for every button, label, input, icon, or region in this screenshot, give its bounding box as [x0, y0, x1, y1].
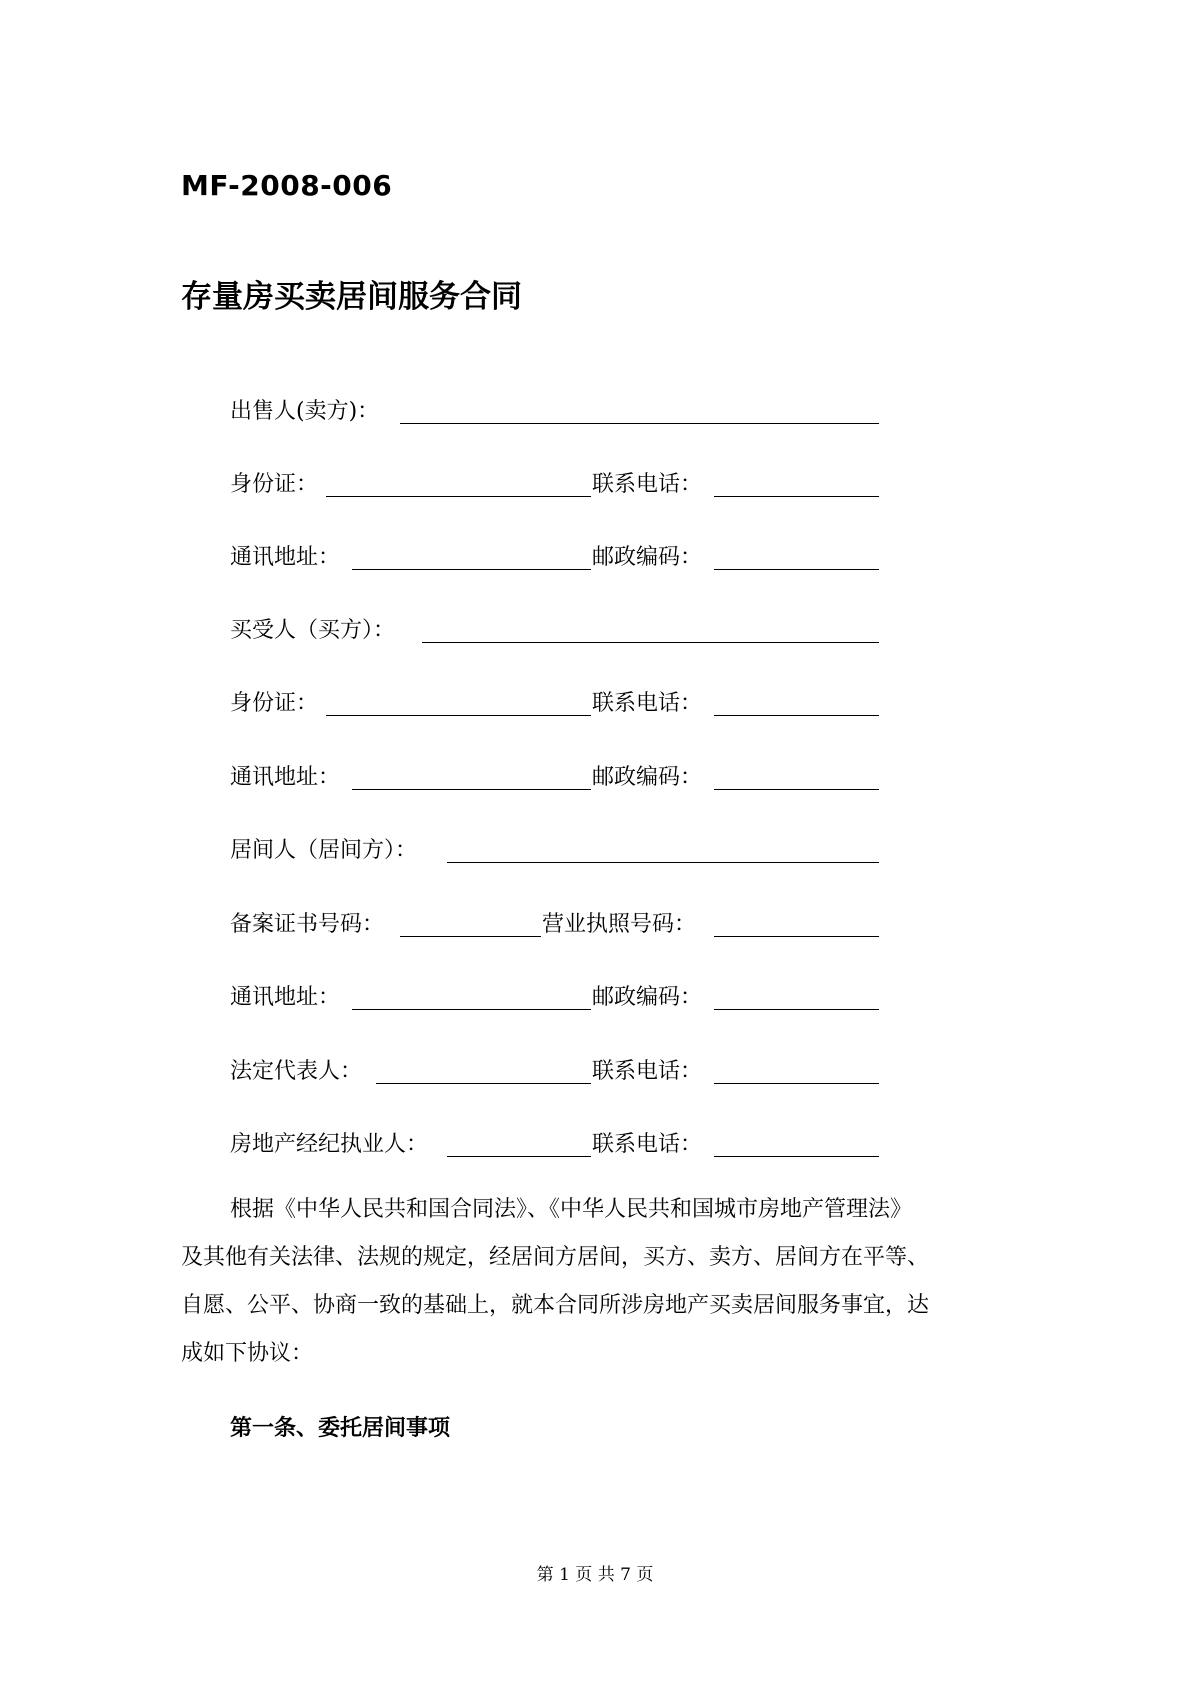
buyer-phone-label: 联系电话： [592, 691, 703, 716]
broker-address-label: 通讯地址： [230, 985, 341, 1010]
buyer-postcode-blank[interactable] [714, 789, 879, 790]
seller-address-row [230, 538, 950, 578]
buyer-id-label: 身份证： [230, 691, 319, 716]
broker-postcode-blank[interactable] [714, 1009, 879, 1010]
seller-postcode-label: 邮政编码： [592, 545, 703, 570]
seller-row [230, 392, 950, 432]
agent-phone-label: 联系电话： [592, 1132, 703, 1157]
doc-code: MF-2008-006 [181, 169, 393, 202]
seller-label: 出售人(卖方)： [230, 399, 380, 424]
broker-label: 居间人（居间方）： [230, 838, 418, 863]
preamble-line: 及其他有关法律、法规的规定，经居间方居间，买方、卖方、居间方在平等、 [181, 1245, 930, 1270]
buyer-address-blank[interactable] [352, 789, 591, 790]
agent-blank[interactable] [447, 1156, 591, 1157]
buyer-label: 买受人（买方）： [230, 618, 396, 643]
seller-blank[interactable] [400, 423, 879, 424]
buyer-address-label: 通讯地址： [230, 765, 341, 790]
buyer-address-row [230, 758, 950, 798]
legal-rep-blank[interactable] [376, 1083, 591, 1084]
broker-postcode-label: 邮政编码： [592, 985, 703, 1010]
agent-phone-blank[interactable] [714, 1156, 879, 1157]
broker-row [230, 831, 950, 871]
legal-rep-row [230, 1052, 950, 1092]
buyer-phone-blank[interactable] [714, 715, 879, 716]
filing-cert-label: 备案证书号码： [230, 912, 385, 937]
legal-rep-phone-label: 联系电话： [592, 1059, 703, 1084]
business-license-blank[interactable] [714, 936, 879, 937]
preamble-line: 自愿、公平、协商一致的基础上，就本合同所涉房地产买卖居间服务事宜，达 [181, 1293, 930, 1318]
section-heading: 第一条、委托居间事项 [230, 1415, 451, 1441]
doc-title: 存量房买卖居间服务合同 [181, 279, 522, 315]
preamble-line: 成如下协议： [181, 1341, 314, 1366]
filing-cert-blank[interactable] [400, 936, 541, 937]
buyer-id-blank[interactable] [326, 715, 591, 716]
seller-id-blank[interactable] [326, 496, 591, 497]
broker-blank[interactable] [447, 862, 879, 863]
seller-phone-blank[interactable] [714, 496, 879, 497]
broker-address-blank[interactable] [352, 1009, 591, 1010]
seller-id-row [230, 465, 950, 505]
buyer-id-row [230, 684, 950, 724]
broker-address-row [230, 978, 950, 1018]
buyer-postcode-label: 邮政编码： [592, 765, 703, 790]
broker-cert-row [230, 905, 950, 945]
page-footer: 第 1 页 共 7 页 [536, 1565, 654, 1585]
seller-postcode-blank[interactable] [714, 569, 879, 570]
seller-id-label: 身份证： [230, 472, 319, 497]
preamble-paragraph [181, 1186, 1011, 1378]
preamble-line: 根据《中华人民共和国合同法》、《中华人民共和国城市房地产管理法》 [230, 1197, 913, 1222]
legal-rep-label: 法定代表人： [230, 1059, 363, 1084]
business-license-label: 营业执照号码： [542, 912, 697, 937]
seller-phone-label: 联系电话： [592, 472, 703, 497]
buyer-row [230, 611, 950, 651]
seller-address-label: 通讯地址： [230, 545, 341, 570]
seller-address-blank[interactable] [352, 569, 591, 570]
buyer-blank[interactable] [422, 642, 879, 643]
agent-label: 房地产经纪执业人： [230, 1132, 429, 1157]
legal-rep-phone-blank[interactable] [714, 1083, 879, 1084]
agent-row [230, 1125, 950, 1165]
